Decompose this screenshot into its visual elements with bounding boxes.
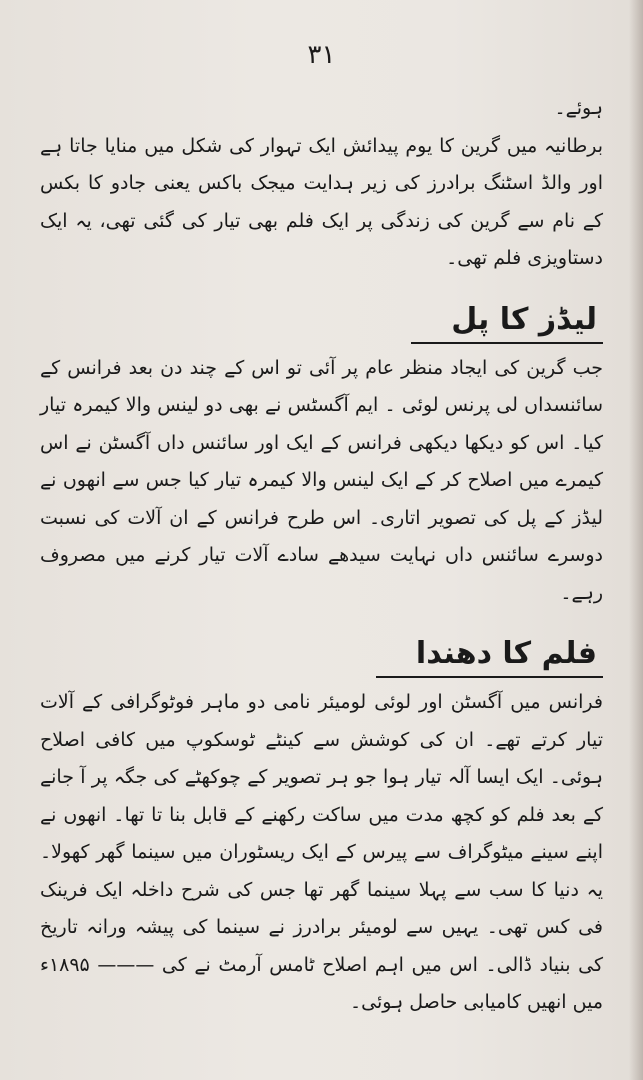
heading-text: لیڈز کا پل	[411, 300, 603, 344]
heading-text: فلم کا دھندا	[376, 634, 603, 678]
section-heading-film-business	[40, 634, 603, 678]
paragraph-green-birthday: برطانیہ میں گرین کا یوم پیدائش ایک تہوار کی شکل میں منایا جاتا ہے اور والڈ اسٹنگ برادرز کی زیر ہدایت میجک باکس یعنی جادو کا بکس کے نام سے گرین کی زندگی پر ایک فلم بھی تیار کی گئی تھی، یہ ایک دستاویزی فلم تھی۔	[40, 134, 603, 269]
page-number: ٣١	[307, 40, 336, 70]
paragraph-film-business: فرانس میں آگسٹن اور لوئی لومیئر نامی دو ماہر فوٹوگرافی کے آلات تیار کرتے تھے۔ ان کی کوشش سے کینٹے ٹوسکوپ میں کافی اصلاح ہوئی۔ ایک ایسا آلہ تیار ہوا جو ہر تصویر کے چوکھٹے کی جگہ پر آ جانے کے بعد فلم کو کچھ مدت میں ساکت رکھنے کے قابل بنا تا تھا۔ انھوں نے اپنے سینے میٹوگراف سے پیرس کے ایک ریسٹوران میں سینما گھر کھولا۔ یہ دنیا کا سب سے پہلا سینما گھر تھا جس کی شرح داخلہ ایک فرینک فی کس تھی۔ یہیں سے لومیئر برادرز نے سینما کی پیشہ ورانہ تاریخ کی بنیاد ڈالی۔ اس میں اہم اصلاح ٹامس آرمٹ نے کی ——— ۱۸۹۵ء میں انھیں کامیابی حاصل ہوئی۔	[40, 691, 603, 1013]
page-content	[40, 90, 603, 1022]
section-heading-leeds-bridge	[40, 300, 603, 344]
paragraph-leeds-bridge: جب گرین کی ایجاد منظر عام پر آئی تو اس کے چند دن بعد فرانس کے سائنسداں لی پرنس لوئی ۔ ایم آگسٹس نے بھی دو لینس والا کیمرہ تیار کیا۔ اس کو دیکھا دیکھی فرانس کے ایک اور سائنس داں آگسٹن نے اس کیمرے میں اصلاح کر کے ایک لینس والا کیمرہ تیار کیا جس سے انھوں نے لیڈز کے پل کی تصویر اتاری۔ اس طرح فرانس کے ان آلات کی نسبت دوسرے سائنس داں نہایت سیدھے سادے آلات تیار کرنے میں مصروف رہے۔	[40, 356, 603, 604]
paragraph-continuation: ہوئے۔	[554, 97, 603, 119]
page-spine-shadow	[629, 0, 643, 1080]
